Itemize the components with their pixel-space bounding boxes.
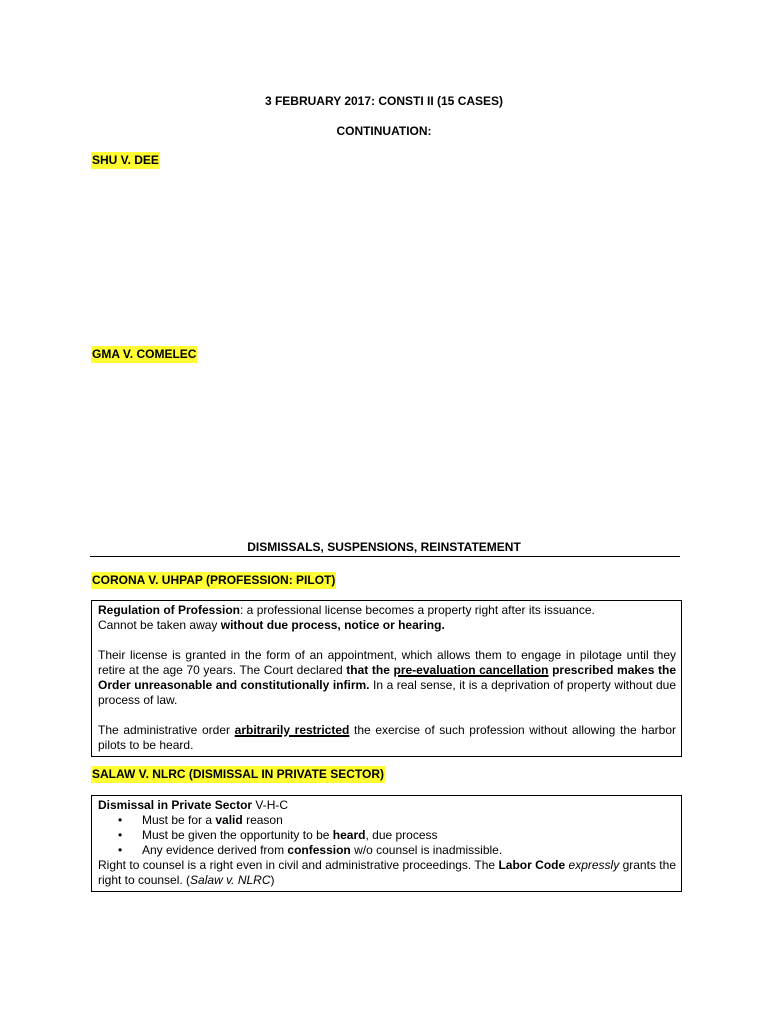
case-summary-box-corona [91, 600, 682, 757]
term-labor-code: Labor Code [498, 858, 566, 872]
case-heading-gma-v-comelec: GMA V. COMELEC [92, 347, 197, 361]
box2-text: Must be given the opportunity to be [142, 828, 333, 842]
bullet-icon: • [118, 828, 123, 842]
box1-text: Their license is granted in the form of an appointment, which allows them to engage in pilotage until they retire at the age 70 years. The Court declared [98, 648, 676, 677]
box2-bold-text: valid [215, 813, 243, 827]
continuation-label: CONTINUATION: [336, 124, 432, 138]
box1-bold-text: without due process, notice or hearing. [220, 618, 445, 632]
list-item [98, 813, 676, 828]
box2-text: V-H-C [252, 798, 289, 812]
document-title: 3 FEBRUARY 2017: CONSTI II (15 CASES) [264, 94, 504, 108]
box1-text: : a professional license becomes a property right after its issuance. [240, 603, 595, 617]
box1-paragraph-2 [98, 648, 676, 708]
box2-text: ) [270, 873, 275, 887]
underlined-term-pre-evaluation: pre-evaluation cancellation [393, 663, 549, 677]
case-summary-box-salaw [91, 795, 682, 892]
box2-bold-text: confession [287, 843, 351, 857]
box1-text: Cannot be taken away [98, 618, 221, 632]
case-heading-corona-v-uhpap: CORONA V. UHPAP (PROFESSION: PILOT) [92, 573, 336, 587]
box2-text: reason [242, 813, 283, 827]
box2-bold-text: heard [332, 828, 366, 842]
box1-text: The administrative order [98, 723, 235, 737]
italic-expressly: expressly [568, 858, 620, 872]
box1-bold-text: prescribed makes the Order unreasonable and constitutionally infirm. [98, 663, 677, 692]
box1-bold-text: that the [346, 663, 394, 677]
italic-case-citation: Salaw v. NLRC [190, 873, 271, 887]
box1-text: the exercise of such profession without allowing the harbor pilots to be heard. [98, 723, 676, 752]
case-heading-salaw-v-nlrc: SALAW V. NLRC (DISMISSAL IN PRIVATE SECTOR) [92, 767, 385, 781]
box1-paragraph-1 [98, 603, 676, 633]
bullet-icon: • [118, 843, 123, 857]
box2-text: Right to counsel is a right even in civil and administrative proceedings. The [98, 858, 499, 872]
term-dismissal-private-sector: Dismissal in Private Sector [98, 798, 253, 812]
term-regulation-of-profession: Regulation of Profession [98, 603, 241, 617]
section-heading: DISMISSALS, SUSPENSIONS, REINSTATEMENT [247, 540, 521, 554]
list-item [98, 828, 676, 843]
underlined-term-arbitrarily-restricted: arbitrarily restricted [234, 723, 350, 737]
box2-text: , due process [365, 828, 438, 842]
box1-text: In a real sense, it is a deprivation of property without due process of law. [98, 678, 677, 707]
box1-paragraph-3 [98, 723, 676, 753]
box2-heading [98, 798, 676, 813]
box2-text: grants the right to counsel. ( [98, 858, 676, 887]
bullet-icon: • [118, 813, 123, 827]
section-divider [90, 556, 680, 557]
box2-text: Must be for a [142, 813, 216, 827]
box2-text: Any evidence derived from [142, 843, 288, 857]
case-heading-shu-v-dee: SHU V. DEE [92, 153, 159, 167]
box2-footer-paragraph [98, 858, 676, 888]
list-item [98, 843, 676, 858]
box2-text: w/o counsel is inadmissible. [350, 843, 503, 857]
